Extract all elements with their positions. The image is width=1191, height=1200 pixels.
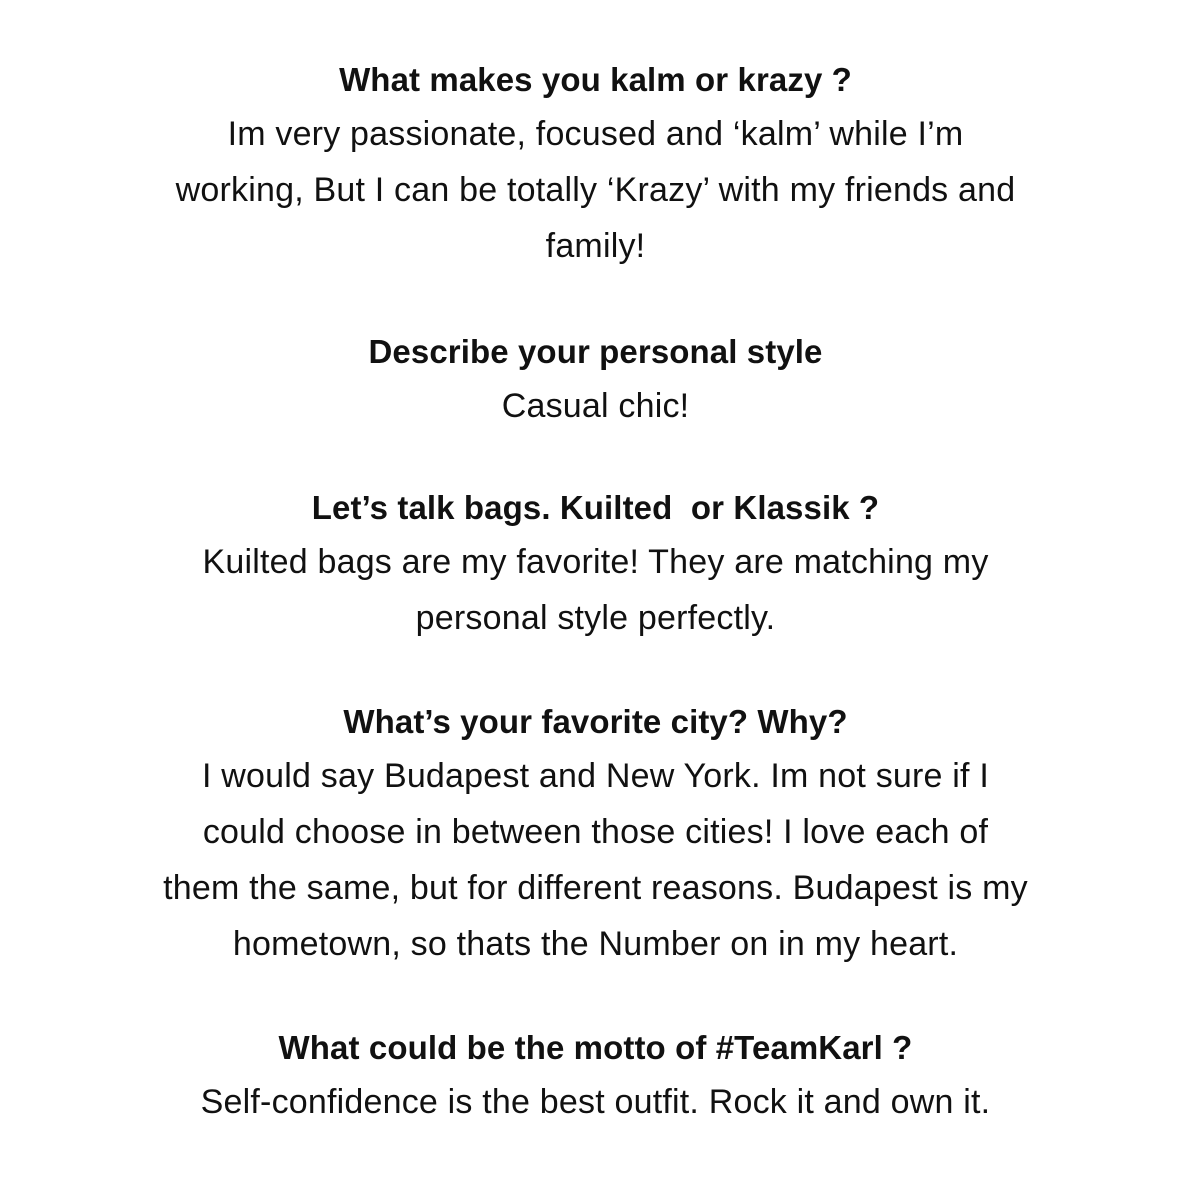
question-heading: What could be the motto of #TeamKarl ? [278, 1029, 913, 1066]
answer-line: Self-confidence is the best outfit. Rock it and own it. [200, 1083, 991, 1121]
answer-line: could choose in between those cities! I love each of [202, 813, 989, 851]
answer-text [76, 106, 1116, 274]
answer-text [76, 748, 1116, 972]
answer-text [76, 378, 1116, 434]
answer-line: Casual chic! [501, 387, 690, 425]
qa-block-team-motto [76, 1022, 1116, 1130]
answer-line: hometown, so thats the Number on in my heart. [232, 925, 959, 963]
answer-line: working, But I can be totally ‘Krazy’ with my friends and [175, 171, 1016, 209]
question-heading: Let’s talk bags. Kuilted or Klassik ? [311, 489, 880, 526]
answer-text [76, 534, 1116, 646]
answer-line: Kuilted bags are my favorite! They are matching my [202, 543, 989, 581]
question-heading: Describe your personal style [368, 333, 823, 370]
answer-line: I would say Budapest and New York. Im not sure if I [202, 757, 989, 795]
answer-text [76, 1074, 1116, 1130]
answer-line: personal style perfectly. [415, 599, 776, 637]
question-heading: What’s your favorite city? Why? [343, 703, 848, 740]
answer-line: Im very passionate, focused and ‘kalm’ while I’m [227, 115, 964, 153]
qa-block-favorite-city [76, 696, 1116, 972]
answer-line: family! [545, 227, 646, 265]
answer-line: them the same, but for different reasons. Budapest is my [163, 869, 1028, 907]
qa-block-bags [76, 482, 1116, 646]
qa-block-personal-style [76, 326, 1116, 434]
qa-block-kalm-or-krazy [76, 54, 1116, 274]
question-heading: What makes you kalm or krazy ? [339, 61, 852, 98]
